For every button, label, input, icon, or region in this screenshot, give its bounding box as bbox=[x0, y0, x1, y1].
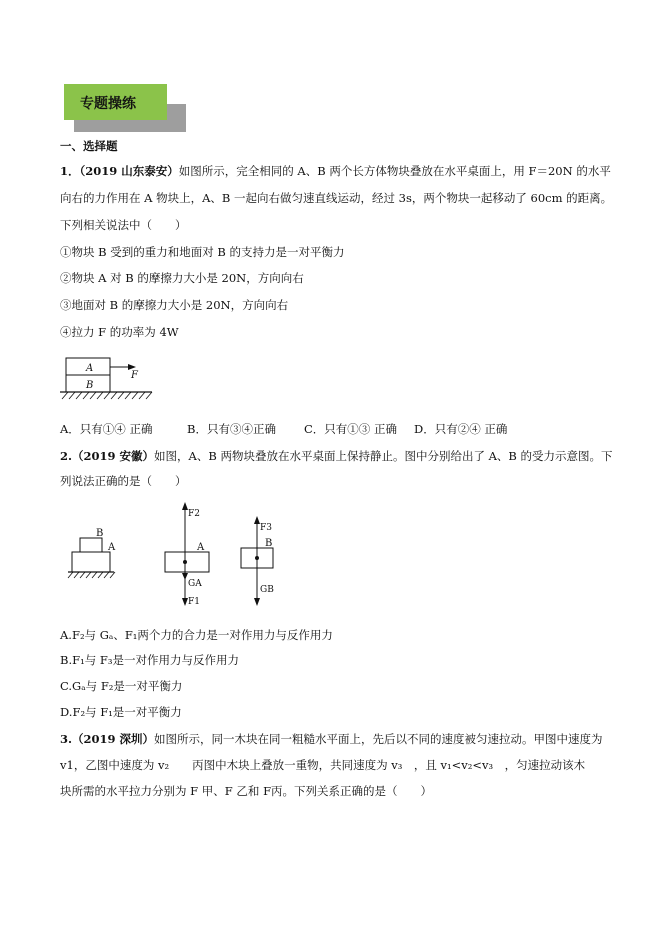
q1-statement-2: ②物块 A 对 B 的摩擦力大小是 20N，方向向右 bbox=[60, 271, 304, 285]
q2-line1 bbox=[60, 448, 613, 464]
q3-text-1: 如图所示，同一木块在同一粗糙水平面上，先后以不同的速度被匀速拉动。甲图中速度为 bbox=[154, 732, 603, 746]
q2-stack-block-b bbox=[80, 538, 102, 552]
q2-option-b: B.F₁与 F₃是一对作用力与反作用力 bbox=[60, 653, 239, 667]
q2-stack-block-a bbox=[72, 552, 110, 572]
q1-source: （2019 山东泰安） bbox=[79, 164, 179, 178]
q2-source: （2019 安徽） bbox=[72, 449, 155, 463]
q2-stack-label-a: A bbox=[108, 542, 116, 553]
q3-line2: v1，乙图中速度为 v₂ 丙图中木块上叠放一重物，共同速度为 v₃ ，且 v₁<v₂<v₃ ，匀速拉动该木 bbox=[60, 758, 586, 772]
q1-line1 bbox=[60, 163, 611, 179]
q1-statement-3: ③地面对 B 的摩擦力大小是 20N，方向向右 bbox=[60, 298, 289, 312]
q2-b-f3-label: F3 bbox=[260, 523, 272, 533]
q1-force-label: F bbox=[131, 370, 138, 381]
q2-b-center-dot bbox=[255, 556, 259, 560]
q1-block-b-label: B bbox=[86, 380, 94, 391]
q3-number: 3. bbox=[60, 732, 73, 746]
q1-number: 1． bbox=[60, 164, 80, 178]
q3-source: （2019 深圳） bbox=[72, 732, 155, 746]
q3-line3: 块所需的水平拉力分别为 F 甲、F 乙和 F丙。下列关系正确的是（ ） bbox=[60, 784, 433, 798]
q1-statement-1: ①物块 B 受到的重力和地面对 B 的支持力是一对平衡力 bbox=[60, 245, 345, 259]
banner-title: 专题操练 bbox=[80, 96, 136, 112]
q2-text-1: 如图，A、B 两物块叠放在水平桌面上保持静止。图中分别给出了 A、B 的受力示意图。下 bbox=[154, 449, 613, 463]
q1-option-a: A．只有①④ 正确 bbox=[60, 422, 153, 436]
q1-line3: 下列相关说法中（ ） bbox=[60, 218, 187, 232]
q1-ground-hatch bbox=[62, 392, 152, 399]
q2-figure bbox=[60, 500, 300, 615]
q2-a-center-dot bbox=[183, 560, 187, 564]
q2-b-gb-arrowhead bbox=[254, 598, 260, 606]
q1-option-c: C．只有①③ 正确 bbox=[304, 422, 397, 436]
q1-figure bbox=[60, 352, 160, 408]
q1-text-1: 如图所示，完全相同的 A、B 两个长方体物块叠放在水平桌面上，用 F＝20N 的水平 bbox=[178, 164, 611, 178]
q2-a-f1-label: F1 bbox=[188, 597, 200, 607]
q1-block-a-label: A bbox=[86, 363, 94, 374]
q2-option-a: A.F₂与 Gₐ、F₁两个力的合力是一对作用力与反作用力 bbox=[60, 628, 333, 642]
q1-option-d: D．只有②④ 正确 bbox=[414, 422, 508, 436]
q3-line1 bbox=[60, 731, 603, 747]
q1-option-b: B．只有③④正确 bbox=[187, 422, 276, 436]
q2-b-gb-label: GB bbox=[260, 585, 274, 595]
q2-a-label: A bbox=[197, 542, 205, 553]
q2-stack-label-b: B bbox=[96, 528, 104, 539]
q2-a-f2-label: F2 bbox=[188, 509, 200, 519]
q1-statement-4: ④拉力 F 的功率为 4W bbox=[60, 325, 179, 339]
q2-number: 2. bbox=[60, 449, 73, 463]
q2-b-label: B bbox=[265, 538, 273, 549]
q2-line2: 列说法正确的是（ ） bbox=[60, 474, 187, 488]
q2-a-ga-label: GA bbox=[188, 579, 202, 589]
q2-option-d: D.F₂与 F₁是一对平衡力 bbox=[60, 705, 182, 719]
q1-line2: 向右的力作用在 A 物块上，A、B 一起向右做匀速直线运动，经过 3s，两个物块一起移动了 60cm 的距离。 bbox=[60, 191, 613, 205]
section-heading: 一、选择题 bbox=[60, 139, 118, 153]
q2-ground-hatch bbox=[68, 572, 115, 578]
q2-option-c: C.Gₐ与 F₂是一对平衡力 bbox=[60, 679, 183, 693]
